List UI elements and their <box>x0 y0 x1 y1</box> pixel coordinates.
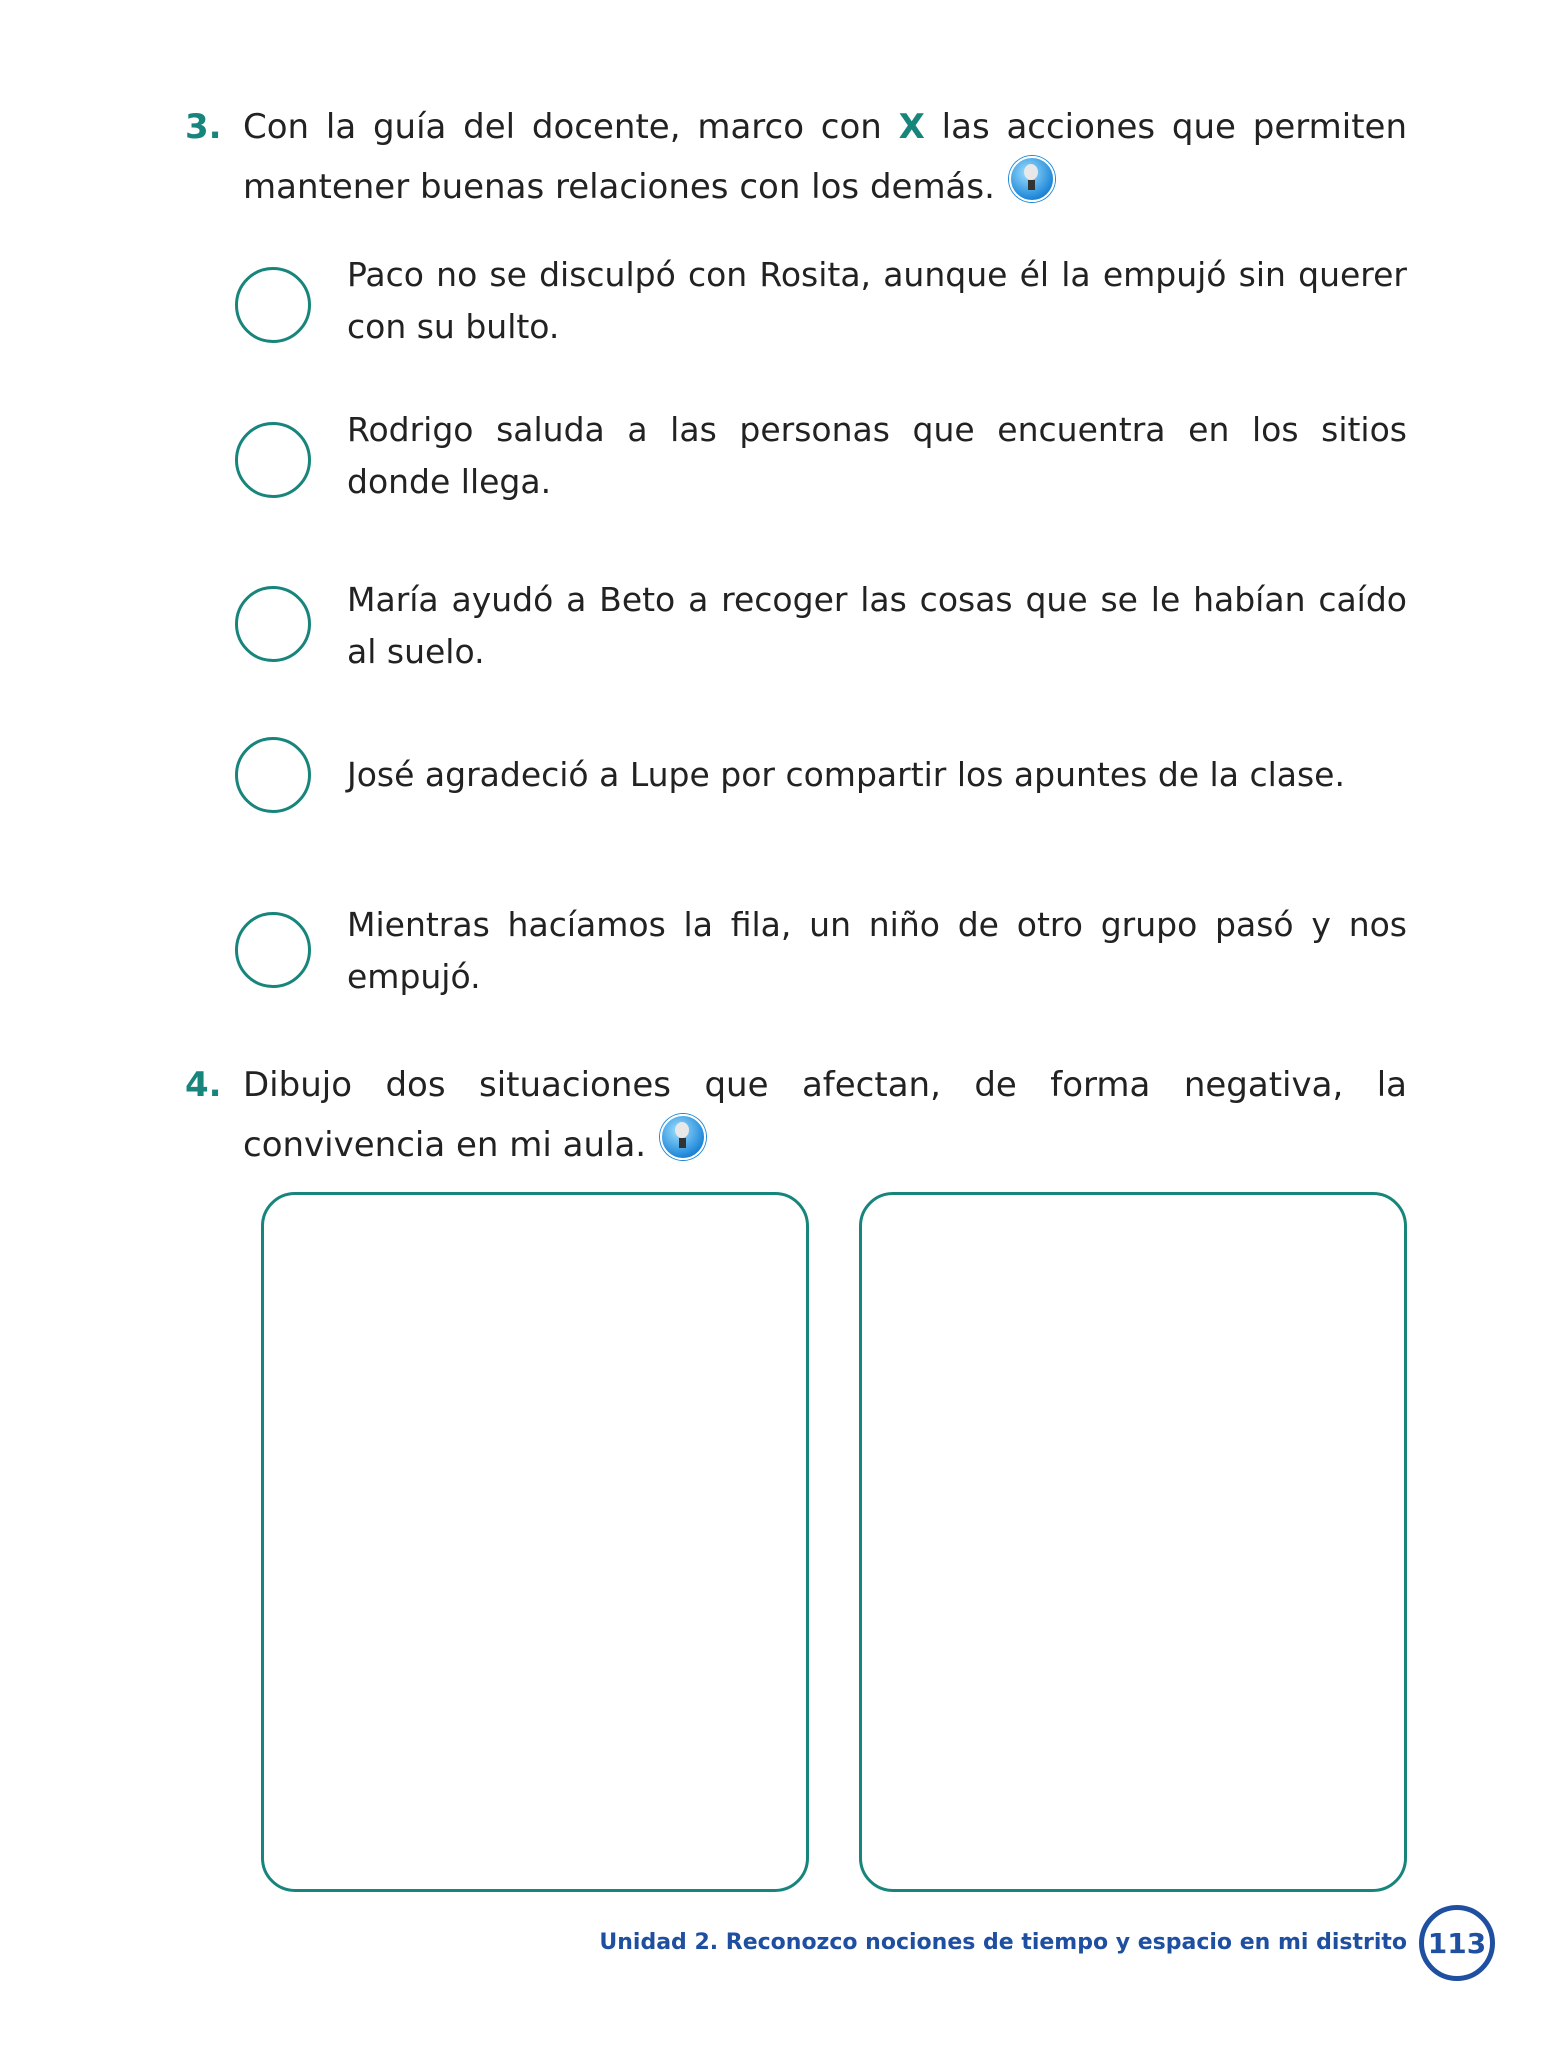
question-number: 3. <box>185 107 222 147</box>
question-number: 4. <box>185 1065 222 1105</box>
question-4 <box>185 1057 1407 1174</box>
prompt-text: Dibujo dos situaciones que afectan, de forma negativa, la convivencia en mi aula. <box>243 1065 1407 1165</box>
x-mark: X <box>898 107 925 147</box>
page-number: 113 <box>1419 1905 1495 1981</box>
unit-title: Unidad 2. Reconozco nociones de tiempo y espacio en mi distrito <box>599 1930 1407 1955</box>
lightbulb-icon <box>1009 156 1055 202</box>
answer-circle[interactable] <box>235 586 311 662</box>
prompt-text: Con la guía del docente, marco con <box>243 107 899 147</box>
question-3 <box>185 99 1407 216</box>
prompt-text: las acciones que permiten mantener buenas relaciones con los demás. <box>243 107 1407 207</box>
question-prompt <box>243 1057 1407 1174</box>
item-text: Rodrigo saluda a las personas que encuentra en los sitios donde llega. <box>347 410 1407 501</box>
item-text: José agradeció a Lupe por compartir los apuntes de la clase. <box>347 755 1345 794</box>
drawing-box-1[interactable] <box>261 1192 809 1892</box>
answer-circle[interactable] <box>235 422 311 498</box>
item-text: María ayudó a Beto a recoger las cosas que se le habían caído al suelo. <box>347 580 1407 671</box>
drawing-box-2[interactable] <box>859 1192 1407 1892</box>
item-text: Mientras hacíamos la fila, un niño de otro grupo pasó y nos empujó. <box>347 905 1407 996</box>
question-prompt <box>243 99 1407 216</box>
item-text: Paco no se disculpó con Rosita, aunque él la empujó sin querer con su bulto. <box>347 255 1407 346</box>
answer-circle[interactable] <box>235 912 311 988</box>
lightbulb-icon <box>660 1114 706 1160</box>
answer-circle[interactable] <box>235 267 311 343</box>
answer-circle[interactable] <box>235 737 311 813</box>
